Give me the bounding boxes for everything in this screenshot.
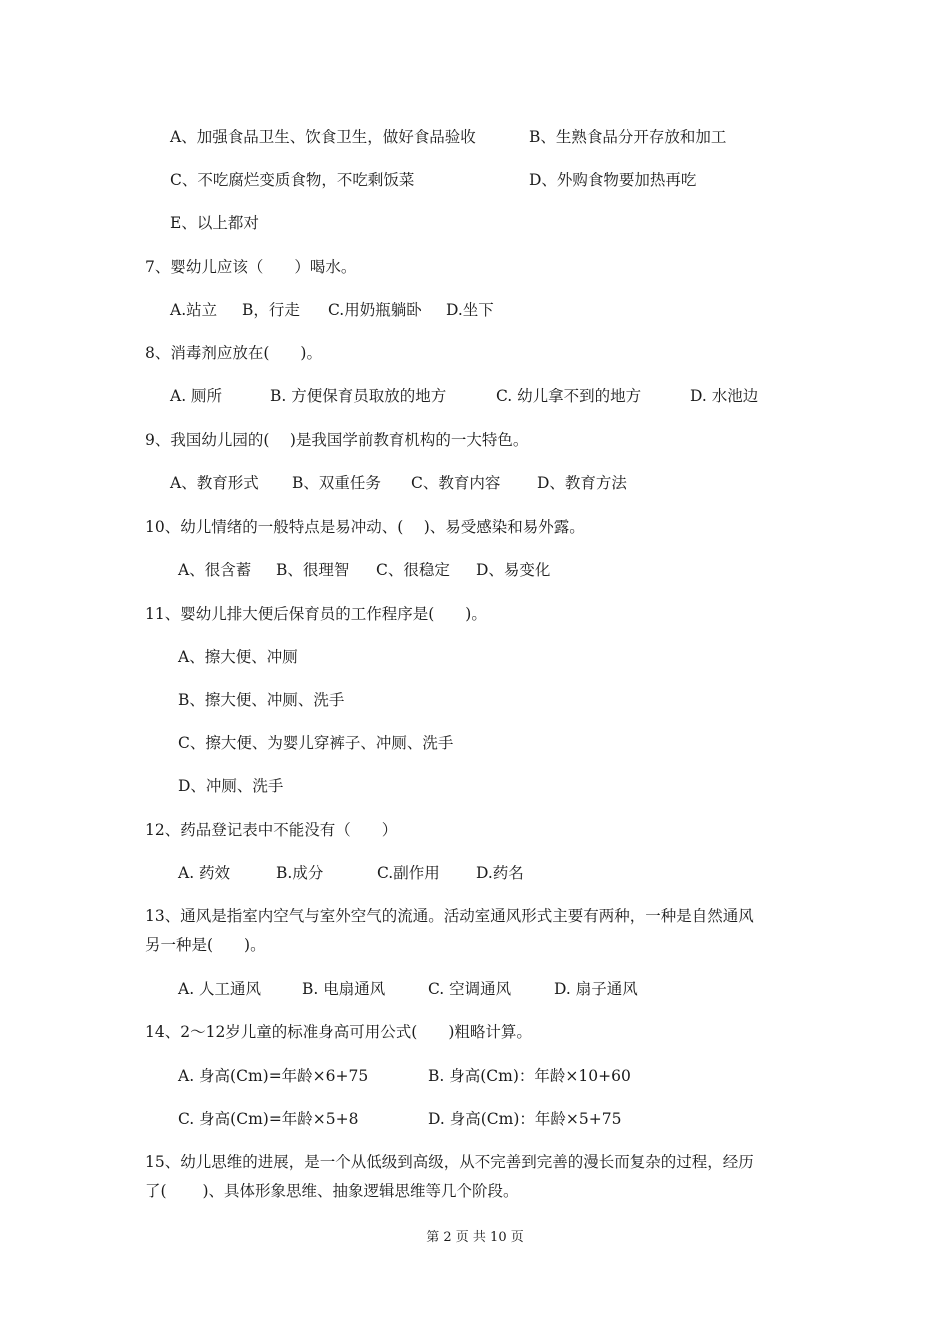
q12-option-a: A. 药效 bbox=[178, 864, 231, 882]
q7-option-b: B，行走 bbox=[242, 301, 300, 319]
q9-option-b: B、双重任务 bbox=[292, 474, 381, 492]
q13-stem-line-2: 另一种是( )。 bbox=[145, 936, 266, 954]
q9-option-a: A、教育形式 bbox=[170, 474, 259, 492]
q10-option-a: A、很含蓄 bbox=[178, 561, 252, 579]
q6-option-e: E、以上都对 bbox=[170, 214, 259, 232]
q14-stem: 14、2～12岁儿童的标准身高可用公式( )粗略计算。 bbox=[145, 1023, 532, 1041]
q7-option-d: D.坐下 bbox=[446, 301, 494, 319]
q10-option-d: D、易变化 bbox=[476, 561, 551, 579]
q10-stem: 10、幼儿情绪的一般特点是易冲动、( )、易受感染和易外露。 bbox=[145, 518, 585, 536]
q8-option-a: A. 厕所 bbox=[170, 387, 223, 405]
q11-option-d: D、冲厕、洗手 bbox=[178, 777, 284, 795]
q12-stem: 12、药品登记表中不能没有（ ） bbox=[145, 821, 398, 839]
q13-option-c: C. 空调通风 bbox=[428, 980, 512, 998]
q11-option-b: B、擦大便、冲厕、洗手 bbox=[178, 691, 345, 709]
q11-option-c: C、擦大便、为婴儿穿裤子、冲厕、洗手 bbox=[178, 734, 454, 752]
q7-option-c: C.用奶瓶躺卧 bbox=[328, 301, 422, 319]
q14-option-b: B. 身高(Cm)：年龄×10+60 bbox=[428, 1067, 631, 1085]
q11-option-a: A、擦大便、冲厕 bbox=[178, 648, 298, 666]
q6-option-a: A、加强食品卫生、饮食卫生，做好食品验收 bbox=[170, 128, 476, 146]
q14-option-d: D. 身高(Cm)：年龄×5+75 bbox=[428, 1110, 622, 1128]
q9-stem: 9、我国幼儿园的( )是我国学前教育机构的一大特色。 bbox=[145, 431, 529, 449]
q12-option-b: B.成分 bbox=[276, 864, 324, 882]
q9-option-d: D、教育方法 bbox=[537, 474, 627, 492]
q12-option-c: C.副作用 bbox=[377, 864, 440, 882]
q8-option-c: C. 幼儿拿不到的地方 bbox=[496, 387, 642, 405]
q13-option-a: A. 人工通风 bbox=[178, 980, 262, 998]
q13-option-b: B. 电扇通风 bbox=[302, 980, 386, 998]
q14-option-c: C. 身高(Cm)=年龄×5+8 bbox=[178, 1110, 359, 1128]
q9-option-c: C、教育内容 bbox=[411, 474, 501, 492]
q6-option-d: D、外购食物要加热再吃 bbox=[529, 171, 697, 189]
q8-stem: 8、消毒剂应放在( )。 bbox=[145, 344, 322, 362]
page-footer: 第 2 页 共 10 页 bbox=[426, 1230, 524, 1245]
q8-option-b: B. 方便保育员取放的地方 bbox=[270, 387, 447, 405]
q13-stem-line-1: 13、通风是指室内空气与室外空气的流通。活动室通风形式主要有两种，一种是自然通风 bbox=[145, 907, 754, 925]
q7-option-a: A.站立 bbox=[170, 301, 218, 319]
q10-option-c: C、很稳定 bbox=[376, 561, 450, 579]
q7-stem: 7、婴幼儿应该（ ）喝水。 bbox=[145, 258, 357, 276]
q8-option-d: D. 水池边 bbox=[690, 387, 759, 405]
q12-option-d: D.药名 bbox=[476, 864, 524, 882]
q10-option-b: B、很理智 bbox=[276, 561, 350, 579]
q11-stem: 11、婴幼儿排大便后保育员的工作程序是( )。 bbox=[145, 605, 487, 623]
q13-option-d: D. 扇子通风 bbox=[554, 980, 638, 998]
q15-stem-line-1: 15、幼儿思维的进展，是一个从低级到高级，从不完善到完善的漫长而复杂的过程，经历 bbox=[145, 1153, 754, 1171]
q6-option-c: C、不吃腐烂变质食物，不吃剩饭菜 bbox=[170, 171, 415, 189]
q15-stem-line-2: 了( )、具体形象思维、抽象逻辑思维等几个阶段。 bbox=[145, 1182, 519, 1200]
q6-option-b: B、生熟食品分开存放和加工 bbox=[529, 128, 727, 146]
q14-option-a: A. 身高(Cm)=年龄×6+75 bbox=[178, 1067, 369, 1085]
